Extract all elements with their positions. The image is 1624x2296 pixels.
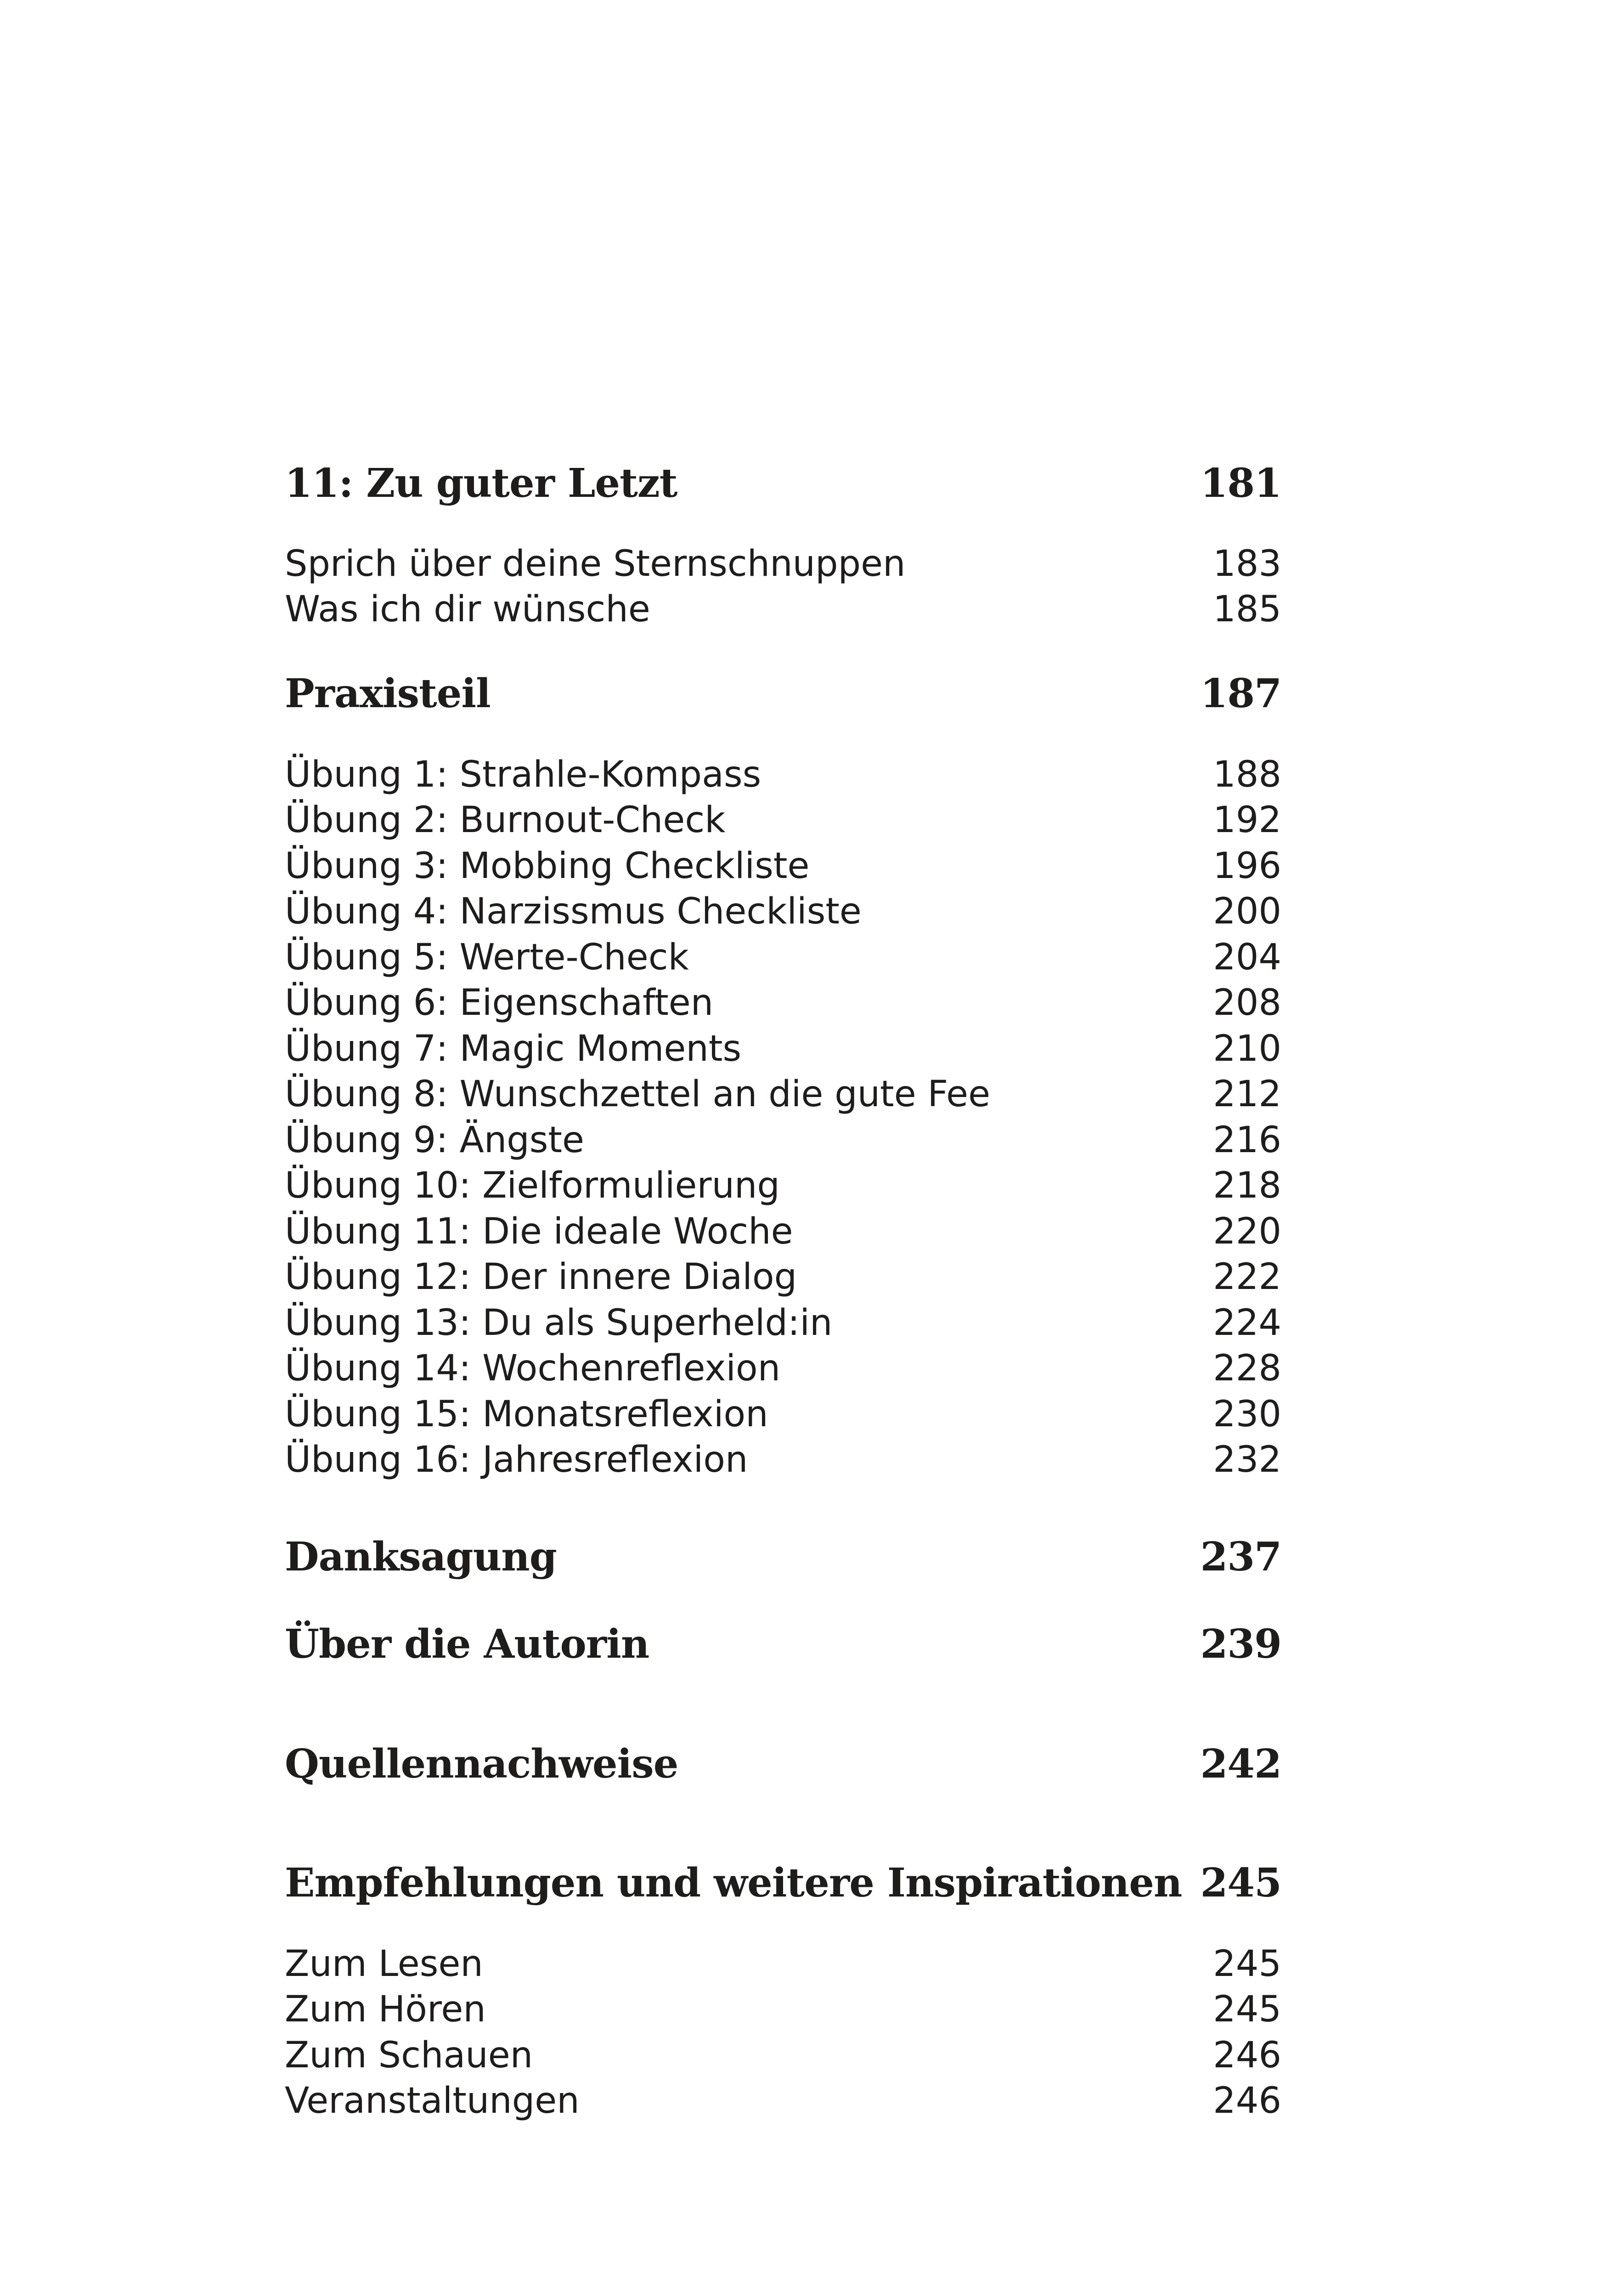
- toc-chapter-title: Empfehlungen und weitere Inspirationen: [285, 1860, 1182, 1906]
- toc-entry-title: Übung 5: Werte-Check: [285, 937, 689, 978]
- toc-entry-title: Übung 13: Du als Superheld:in: [285, 1302, 833, 1344]
- toc-page-number: 245: [1213, 1989, 1281, 2030]
- toc-page-number: 196: [1213, 845, 1281, 887]
- toc-chapter: [285, 669, 1281, 719]
- toc-page-number: 239: [1200, 1621, 1281, 1667]
- toc-entry-title: Übung 15: Monatsreflexion: [285, 1394, 768, 1435]
- toc-chapter-title: 11: Zu guter Letzt: [285, 460, 677, 506]
- toc-entry-title: Übung 6: Eigenschaften: [285, 982, 714, 1024]
- toc-entry: [285, 541, 1281, 587]
- toc-page-number: 224: [1213, 1302, 1281, 1344]
- toc-chapter: [285, 458, 1281, 509]
- toc-page-number: 245: [1200, 1860, 1281, 1906]
- toc-chapter-title: Danksagung: [285, 1534, 557, 1580]
- toc-page-number: 242: [1200, 1741, 1281, 1787]
- toc-entry: [285, 586, 1281, 632]
- toc-page-number: 222: [1213, 1256, 1281, 1298]
- toc-entry-title: Zum Hören: [285, 1989, 486, 2030]
- toc-chapter: [285, 1619, 1281, 1670]
- toc-entry-title: Zum Lesen: [285, 1943, 483, 1985]
- toc-page-number: 187: [1200, 670, 1281, 717]
- toc-page-number: 192: [1213, 799, 1281, 841]
- toc-page-number: 204: [1213, 937, 1281, 978]
- toc-chapter-title: Über die Autorin: [285, 1621, 649, 1667]
- toc-entry: [285, 934, 1281, 980]
- toc-page-number: 200: [1213, 891, 1281, 932]
- toc-entry-title: Übung 10: Zielformulierung: [285, 1165, 780, 1206]
- toc-page-number: 185: [1213, 589, 1281, 630]
- toc-entry-title: Übung 3: Mobbing Checkliste: [285, 845, 810, 887]
- toc-page-number: 188: [1213, 754, 1281, 795]
- toc-page-number: 237: [1200, 1534, 1281, 1580]
- toc-entry: [285, 1391, 1281, 1437]
- toc-page-number: 228: [1213, 1348, 1281, 1389]
- toc-entry: [285, 1071, 1281, 1117]
- toc-entry-title: Was ich dir wünsche: [285, 589, 650, 630]
- toc-chapter: [285, 1532, 1281, 1582]
- toc-entry: [285, 843, 1281, 889]
- toc-entry-title: Übung 7: Magic Moments: [285, 1028, 742, 1069]
- toc-page-number: 212: [1213, 1074, 1281, 1115]
- toc-page-number: 246: [1213, 2035, 1281, 2076]
- toc-entry-title: Übung 9: Ängste: [285, 1120, 584, 1161]
- toc-entry-title: Sprich über deine Sternschnuppen: [285, 543, 906, 585]
- table-of-contents: [285, 0, 1281, 2296]
- toc-page-number: 218: [1213, 1165, 1281, 1206]
- toc-entry: [285, 1163, 1281, 1209]
- toc-chapter: [285, 1739, 1281, 1790]
- toc-page-number: 246: [1213, 2080, 1281, 2122]
- toc-entry: [285, 1026, 1281, 1072]
- toc-entry-title: Übung 12: Der innere Dialog: [285, 1256, 797, 1298]
- toc-entry: [285, 1941, 1281, 1987]
- toc-entry: [285, 889, 1281, 934]
- toc-entry: [285, 1117, 1281, 1163]
- toc-entry-title: Zum Schauen: [285, 2035, 533, 2076]
- toc-page-number: 232: [1213, 1439, 1281, 1480]
- toc-entry: [285, 1300, 1281, 1346]
- toc-entry-title: Übung 16: Jahresreflexion: [285, 1439, 748, 1480]
- toc-page-number: 181: [1200, 460, 1281, 506]
- toc-page-number: 210: [1213, 1028, 1281, 1069]
- toc-entry: [285, 1986, 1281, 2032]
- toc-entry: [285, 1345, 1281, 1391]
- toc-page-number: 220: [1213, 1211, 1281, 1252]
- toc-page-number: 208: [1213, 982, 1281, 1024]
- toc-page-number: 245: [1213, 1943, 1281, 1985]
- toc-page-number: 183: [1213, 543, 1281, 585]
- toc-entry-title: Übung 2: Burnout-Check: [285, 799, 726, 841]
- toc-entry: [285, 2078, 1281, 2124]
- toc-chapter-title: Praxisteil: [285, 670, 491, 717]
- toc-entry: [285, 2032, 1281, 2078]
- toc-entry: [285, 1437, 1281, 1483]
- toc-entry-title: Übung 14: Wochenreflexion: [285, 1348, 781, 1389]
- toc-page-number: 230: [1213, 1394, 1281, 1435]
- toc-entry: [285, 1209, 1281, 1255]
- toc-chapter: [285, 1858, 1281, 1908]
- toc-entry: [285, 797, 1281, 843]
- toc-entry: [285, 752, 1281, 798]
- toc-entry: [285, 1254, 1281, 1300]
- toc-entry-title: Übung 8: Wunschzettel an die gute Fee: [285, 1074, 991, 1115]
- toc-entry-title: Übung 11: Die ideale Woche: [285, 1211, 793, 1252]
- toc-entry-title: Übung 4: Narzissmus Checkliste: [285, 891, 862, 932]
- toc-chapter-title: Quellennachweise: [285, 1741, 678, 1787]
- toc-entry-title: Veranstaltungen: [285, 2080, 580, 2122]
- toc-entry: [285, 980, 1281, 1026]
- toc-page-number: 216: [1213, 1120, 1281, 1161]
- toc-entry-title: Übung 1: Strahle-Kompass: [285, 754, 761, 795]
